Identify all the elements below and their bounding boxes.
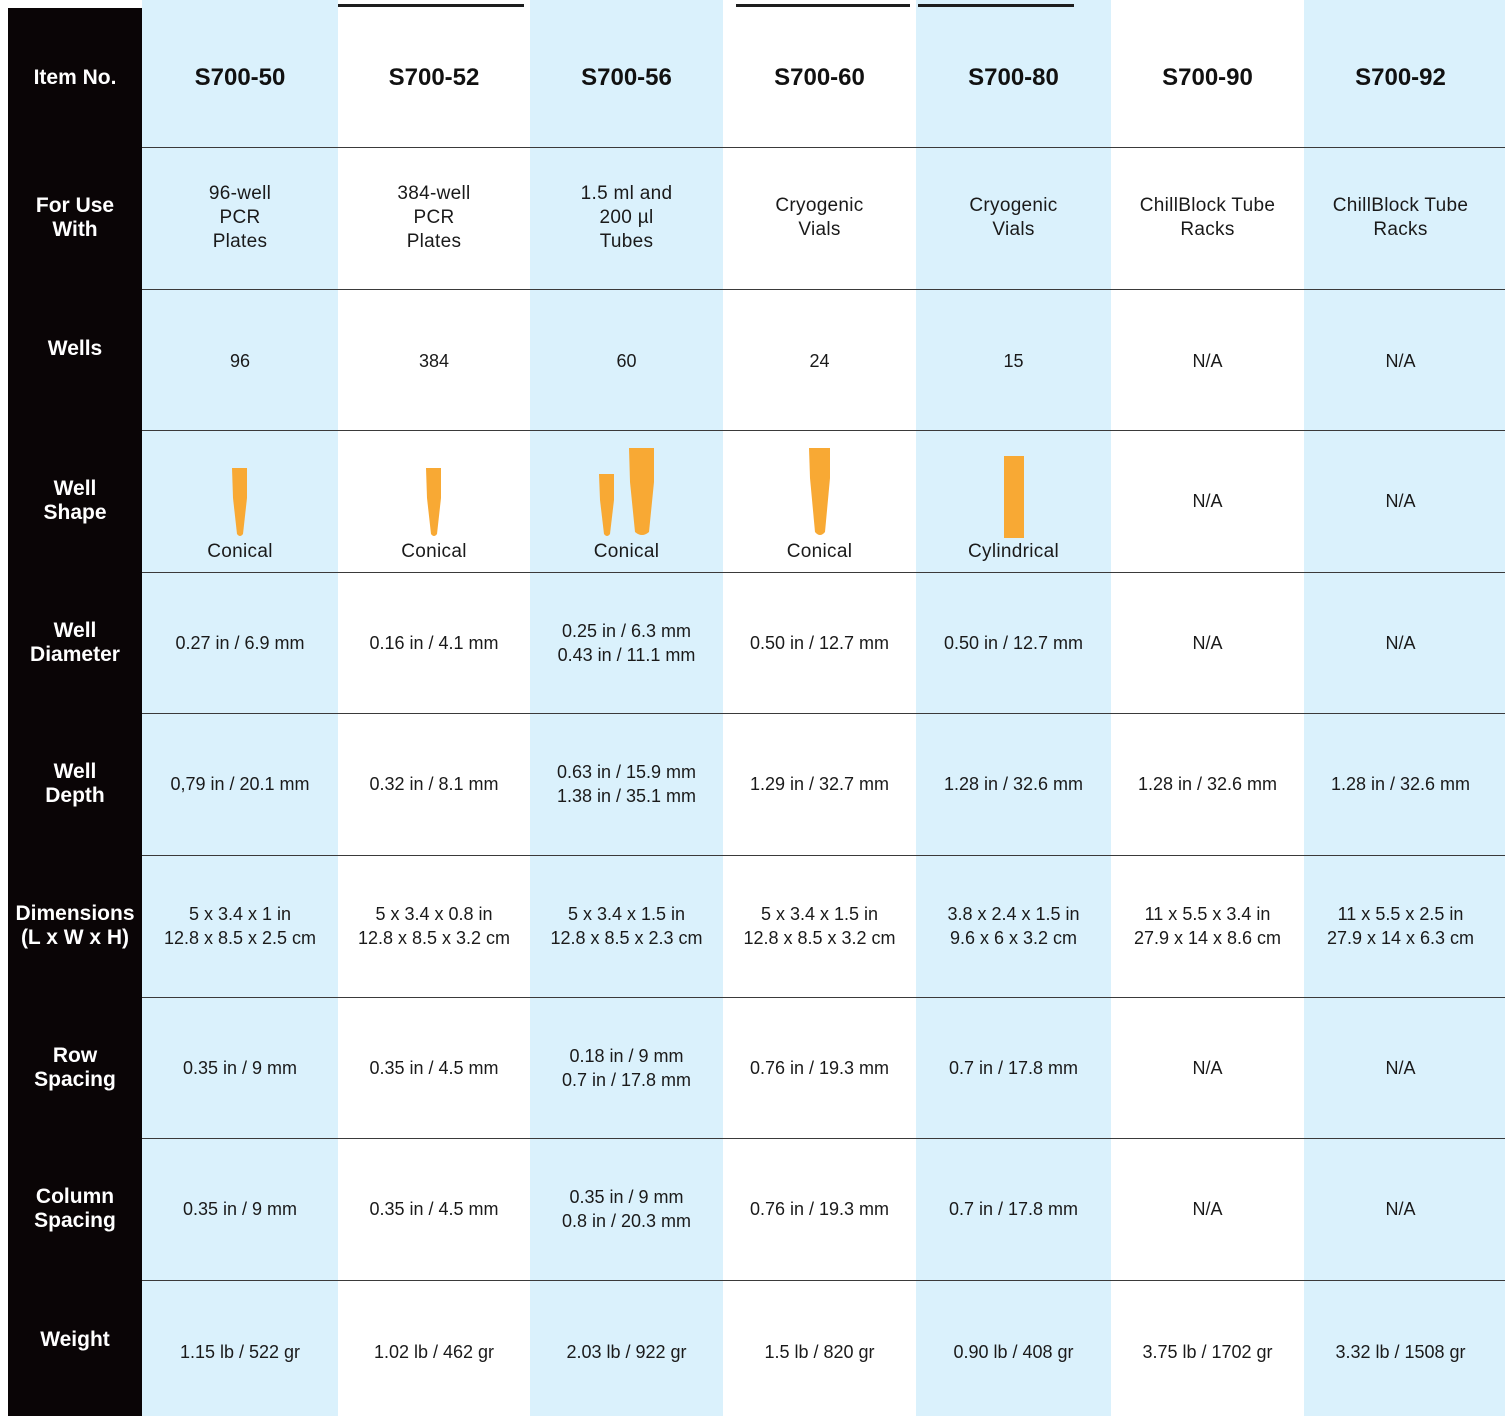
item-number xyxy=(530,8,723,147)
row-spacing-value: 0.35 in / 9 mm xyxy=(182,1057,298,1078)
for-use-with-line: 96-well xyxy=(208,183,272,204)
well-depth-value: 0.32 in / 8.1 mm xyxy=(369,774,499,794)
row-header-well-diameter xyxy=(8,572,142,713)
column-spacing-cell xyxy=(1111,1138,1304,1280)
for-use-with-line: Tubes xyxy=(599,231,654,252)
for-use-with-line: Vials xyxy=(992,219,1035,240)
well-depth-value: 1.28 in / 32.6 mm xyxy=(1330,774,1471,794)
weight-value: 3.75 lb / 1702 gr xyxy=(1142,1342,1273,1362)
row-header-label: Well xyxy=(53,760,97,783)
well-depth-value: 1.29 in / 32.7 mm xyxy=(749,774,890,794)
for-use-with-line: Vials xyxy=(798,219,841,240)
item-number-text: S700-90 xyxy=(1162,63,1253,91)
dimensions-cell xyxy=(723,855,916,997)
weight-cell xyxy=(338,1280,530,1416)
top-rule xyxy=(736,4,910,7)
row-header-label: Dimensions xyxy=(15,902,135,925)
row-header-label: Spacing xyxy=(34,1209,116,1232)
row-header-label: Diameter xyxy=(30,642,120,666)
weight-value: 1.15 lb / 522 gr xyxy=(179,1342,301,1362)
well-diameter-cell xyxy=(916,572,1111,713)
wells-value: 384 xyxy=(418,350,450,371)
well-diameter-value: N/A xyxy=(1385,632,1416,653)
dimensions-cm: 27.9 x 14 x 6.3 cm xyxy=(1326,928,1475,948)
row-spacing-cell xyxy=(338,997,530,1138)
for-use-with-cell xyxy=(1304,147,1497,289)
top-rule xyxy=(918,4,1074,7)
well-shape-cell xyxy=(530,430,723,572)
well-diameter-value: 0.50 in / 12.7 mm xyxy=(943,632,1084,653)
for-use-with-line: 200 µl xyxy=(599,207,654,228)
row-header-label: Item No. xyxy=(33,65,117,89)
row-header-label: For Use xyxy=(35,194,115,217)
row-header-label: Well xyxy=(53,477,97,500)
well-diameter-value: 0.16 in / 4.1 mm xyxy=(369,632,499,653)
column-spacing-cell xyxy=(142,1138,338,1280)
well-depth-value: 0.63 in / 15.9 mm xyxy=(556,762,697,782)
weight-cell xyxy=(916,1280,1111,1416)
wells-value: 15 xyxy=(1003,350,1024,371)
weight-value: 2.03 lb / 922 gr xyxy=(566,1342,687,1362)
row-header-label: Well xyxy=(53,618,97,642)
dimensions-cell xyxy=(338,855,530,997)
row-header-label: Spacing xyxy=(34,1067,116,1091)
row-spacing-cell xyxy=(1111,997,1304,1138)
item-number-text: S700-92 xyxy=(1355,63,1446,91)
well-depth-cell xyxy=(723,713,916,855)
for-use-with-cell xyxy=(530,147,723,289)
row-header-well-shape xyxy=(8,430,142,572)
well-depth-value: 0,79 in / 20.1 mm xyxy=(170,774,310,794)
wells-cell xyxy=(1304,289,1497,430)
column-spacing-cell xyxy=(338,1138,530,1280)
well-diameter-cell xyxy=(338,572,530,713)
row-header-label: Depth xyxy=(45,784,105,807)
dimensions-inches: 5 x 3.4 x 1.5 in xyxy=(567,904,686,924)
well-diameter-cell xyxy=(1111,572,1304,713)
for-use-with-line: Cryogenic xyxy=(969,195,1058,216)
row-header-label: Wells xyxy=(47,337,103,360)
conical-tube-large-icon xyxy=(629,448,655,538)
dimensions-inches: 11 x 5.5 x 2.5 in xyxy=(1337,904,1464,924)
row-spacing-cell xyxy=(142,997,338,1138)
column-spacing-value: N/A xyxy=(1192,1199,1223,1219)
for-use-with-line: Cryogenic xyxy=(775,195,864,216)
item-number xyxy=(916,8,1111,147)
dimensions-cm: 12.8 x 8.5 x 3.2 cm xyxy=(743,928,896,948)
row-spacing-cell xyxy=(1304,997,1497,1138)
wells-cell xyxy=(530,289,723,430)
row-header-label: With xyxy=(52,218,98,241)
item-number-text: S700-80 xyxy=(968,63,1059,91)
for-use-with-line: PCR xyxy=(219,207,261,228)
row-header-label: Weight xyxy=(40,1328,110,1351)
column-spacing-cell xyxy=(1304,1138,1497,1280)
row-spacing-cell xyxy=(723,997,916,1138)
dimensions-cell xyxy=(142,855,338,997)
row-spacing-value: 0.18 in / 9 mm xyxy=(569,1045,684,1066)
row-header-wells xyxy=(8,289,142,409)
dimensions-cm: 9.6 x 6 x 3.2 cm xyxy=(949,928,1078,948)
column-spacing-value: 0.35 in / 4.5 mm xyxy=(369,1199,499,1219)
row-header-label: Shape xyxy=(43,501,107,524)
weight-cell xyxy=(142,1280,338,1416)
well-depth-cell xyxy=(1304,713,1497,855)
well-diameter-value: 0.50 in / 12.7 mm xyxy=(749,632,890,653)
conical-well-icon xyxy=(426,468,442,538)
for-use-with-line: Plates xyxy=(406,231,462,252)
row-spacing-value: 0.35 in / 4.5 mm xyxy=(369,1057,499,1078)
wells-value: 24 xyxy=(809,350,830,371)
for-use-with-line: Racks xyxy=(1180,219,1235,240)
conical-vial-icon xyxy=(809,448,831,538)
row-spacing-cell xyxy=(916,997,1111,1138)
weight-value: 1.02 lb / 462 gr xyxy=(373,1342,495,1362)
for-use-with-cell xyxy=(1111,147,1304,289)
well-shape-cell xyxy=(1304,430,1497,572)
for-use-with-line: ChillBlock Tube xyxy=(1332,195,1469,216)
for-use-with-line: Plates xyxy=(212,231,268,252)
weight-cell xyxy=(723,1280,916,1416)
well-shape-cell xyxy=(338,430,530,572)
column-spacing-value: N/A xyxy=(1385,1199,1416,1219)
row-spacing-value: N/A xyxy=(1192,1057,1223,1078)
dimensions-inches: 11 x 5.5 x 3.4 in xyxy=(1144,904,1271,924)
for-use-with-cell xyxy=(916,147,1111,289)
wells-value: N/A xyxy=(1192,350,1223,371)
item-number-text: S700-52 xyxy=(388,63,480,91)
item-number xyxy=(1111,8,1304,147)
for-use-with-line: 384-well xyxy=(397,183,471,204)
dimensions-cm: 12.8 x 8.5 x 2.3 cm xyxy=(550,928,703,948)
row-header-for-use-with xyxy=(8,147,142,289)
well-diameter-value: 0.27 in / 6.9 mm xyxy=(175,632,305,653)
column-spacing-value: 0.7 in / 17.8 mm xyxy=(948,1199,1079,1219)
for-use-with-line: ChillBlock Tube xyxy=(1139,195,1276,216)
well-shape-label: Cylindrical xyxy=(968,541,1059,562)
wells-value: N/A xyxy=(1385,350,1416,371)
column-spacing-value: 0.76 in / 19.3 mm xyxy=(749,1199,890,1219)
well-depth-cell xyxy=(142,713,338,855)
conical-tube-small-icon xyxy=(599,474,615,538)
item-number xyxy=(338,8,530,147)
well-diameter-value: N/A xyxy=(1192,632,1223,653)
row-header-label: Column xyxy=(35,1185,115,1208)
well-depth-cell xyxy=(530,713,723,855)
dimensions-cm: 12.8 x 8.5 x 2.5 cm xyxy=(163,928,317,948)
row-header-label: Row xyxy=(52,1043,98,1067)
well-diameter-cell xyxy=(142,572,338,713)
wells-cell xyxy=(723,289,916,430)
item-number-text: S700-50 xyxy=(194,63,286,91)
cylindrical-vial-icon xyxy=(1004,456,1024,538)
well-depth-cell xyxy=(1111,713,1304,855)
for-use-with-cell xyxy=(338,147,530,289)
well-diameter-cell xyxy=(530,572,723,713)
dimensions-inches: 3.8 x 2.4 x 1.5 in xyxy=(947,904,1080,924)
dimensions-inches: 5 x 3.4 x 1 in xyxy=(188,904,292,924)
wells-cell xyxy=(1111,289,1304,430)
well-shape-label: Conical xyxy=(207,541,273,562)
well-diameter-cell xyxy=(1304,572,1497,713)
dimensions-cell xyxy=(530,855,723,997)
wells-cell xyxy=(338,289,530,430)
wells-cell xyxy=(916,289,1111,430)
row-header-label: (L x W x H) xyxy=(20,926,130,949)
row-header-weight xyxy=(8,1280,142,1400)
well-depth-cell xyxy=(338,713,530,855)
weight-cell xyxy=(1111,1280,1304,1416)
well-shape-label: N/A xyxy=(1192,491,1223,511)
well-shape-label: Conical xyxy=(401,541,467,562)
item-number-text: S700-56 xyxy=(581,63,672,91)
well-diameter-value: 0.43 in / 11.1 mm xyxy=(557,644,696,665)
column-spacing-value: 0.35 in / 9 mm xyxy=(182,1199,298,1219)
row-spacing-value: 0.76 in / 19.3 mm xyxy=(749,1057,890,1078)
row-spacing-value: 0.7 in / 17.8 mm xyxy=(948,1057,1079,1078)
well-shape-cell xyxy=(723,430,916,572)
column-spacing-cell xyxy=(916,1138,1111,1280)
well-shape-cell xyxy=(142,430,338,572)
dimensions-cell xyxy=(1304,855,1497,997)
item-number xyxy=(723,8,916,147)
well-depth-value: 1.28 in / 32.6 mm xyxy=(1137,774,1278,794)
row-spacing-cell xyxy=(530,997,723,1138)
for-use-with-line: Racks xyxy=(1373,219,1428,240)
well-diameter-cell xyxy=(723,572,916,713)
weight-cell xyxy=(1304,1280,1497,1416)
dimensions-cell xyxy=(916,855,1111,997)
top-rule xyxy=(338,4,524,7)
weight-value: 1.5 lb / 820 gr xyxy=(764,1342,875,1362)
well-depth-cell xyxy=(916,713,1111,855)
for-use-with-cell xyxy=(723,147,916,289)
item-number xyxy=(142,8,338,147)
row-spacing-value: 0.7 in / 17.8 mm xyxy=(561,1069,692,1090)
dimensions-inches: 5 x 3.4 x 0.8 in xyxy=(375,904,493,924)
weight-value: 0.90 lb / 408 gr xyxy=(953,1342,1074,1362)
well-shape-label: Conical xyxy=(593,541,660,562)
well-shape-label: Conical xyxy=(786,541,853,562)
column-spacing-cell xyxy=(723,1138,916,1280)
well-diameter-value: 0.25 in / 6.3 mm xyxy=(561,620,692,641)
row-header-item-no xyxy=(8,8,142,147)
row-spacing-value: N/A xyxy=(1385,1057,1416,1078)
for-use-with-line: 1.5 ml and xyxy=(580,183,673,204)
wells-value: 96 xyxy=(229,350,251,371)
well-shape-cell xyxy=(1111,430,1304,572)
dimensions-cell xyxy=(1111,855,1304,997)
wells-value: 60 xyxy=(616,350,637,371)
for-use-with-cell xyxy=(142,147,338,289)
item-number-text: S700-60 xyxy=(774,63,865,91)
conical-well-icon xyxy=(232,468,248,538)
item-number xyxy=(1304,8,1497,147)
column-spacing-value: 0.8 in / 20.3 mm xyxy=(561,1211,692,1231)
row-header-column-spacing xyxy=(8,1138,142,1280)
row-header-row-spacing xyxy=(8,997,142,1138)
wells-cell xyxy=(142,289,338,430)
row-header-well-depth xyxy=(8,713,142,855)
column-spacing-value: 0.35 in / 9 mm xyxy=(569,1187,684,1207)
well-depth-value: 1.28 in / 32.6 mm xyxy=(943,774,1084,794)
well-depth-value: 1.38 in / 35.1 mm xyxy=(556,786,697,806)
column-spacing-cell xyxy=(530,1138,723,1280)
dimensions-cm: 27.9 x 14 x 8.6 cm xyxy=(1133,928,1282,948)
for-use-with-line: PCR xyxy=(413,207,455,228)
row-header-dimensions xyxy=(8,855,142,997)
well-shape-cell xyxy=(916,430,1111,572)
weight-cell xyxy=(530,1280,723,1416)
dimensions-cm: 12.8 x 8.5 x 3.2 cm xyxy=(357,928,511,948)
weight-value: 3.32 lb / 1508 gr xyxy=(1335,1342,1466,1362)
well-shape-label: N/A xyxy=(1385,491,1416,511)
dimensions-inches: 5 x 3.4 x 1.5 in xyxy=(760,904,879,924)
